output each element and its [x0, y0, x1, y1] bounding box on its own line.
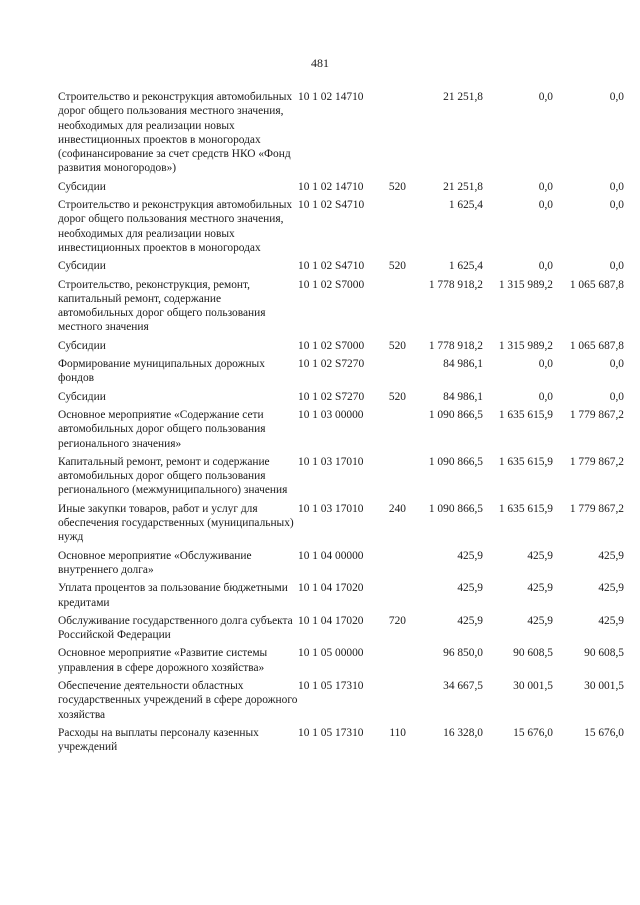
table-row	[58, 646, 624, 679]
table-row	[58, 259, 624, 277]
amount-year-1: 96 850,0	[443, 647, 483, 660]
item-name: Капитальный ремонт, ремонт и содержание автомобильных дорог общего пользования регионального (межмуниципального) значения	[58, 455, 288, 497]
item-name: Субсидии	[58, 180, 106, 193]
amount-year-1: 425,9	[457, 614, 483, 627]
budget-table	[58, 90, 624, 758]
expense-type-code	[385, 581, 406, 614]
expense-type-code	[385, 198, 406, 259]
table-row	[58, 455, 624, 502]
target-article-code: 10 1 03 17010	[298, 502, 364, 515]
amount-year-2: 1 635 615,9	[498, 408, 553, 421]
item-name: Субсидии	[58, 260, 106, 273]
page-number: 481	[311, 56, 329, 70]
amount-year-2: 0,0	[538, 260, 553, 273]
table-row	[58, 408, 624, 455]
target-article-code: 10 1 02 S7000	[298, 339, 365, 352]
budget-table-body	[58, 90, 624, 758]
expense-type-code	[385, 90, 406, 180]
amount-year-3: 1 779 867,2	[569, 502, 624, 515]
amount-year-3: 0,0	[609, 199, 624, 212]
expense-type-code	[385, 549, 406, 582]
amount-year-3: 30 001,5	[584, 679, 624, 692]
target-article-code: 10 1 05 17310	[298, 726, 364, 739]
amount-year-2: 0,0	[538, 91, 553, 103]
target-article-code: 10 1 04 00000	[298, 549, 364, 562]
amount-year-1: 34 667,5	[443, 679, 483, 692]
amount-year-1: 1 778 918,2	[428, 339, 483, 352]
amount-year-2: 1 315 989,2	[498, 278, 553, 291]
target-article-code: 10 1 04 17020	[298, 582, 364, 595]
expense-type-code: 720	[388, 614, 406, 627]
table-row	[58, 679, 624, 726]
amount-year-1: 84 986,1	[443, 390, 483, 403]
item-name: Основное мероприятие «Содержание сети автомобильных дорог общего пользования регионального значения»	[58, 408, 266, 450]
amount-year-2: 1 635 615,9	[498, 502, 553, 515]
expense-type-code	[385, 357, 406, 390]
item-name: Формирование муниципальных дорожных фондов	[58, 358, 265, 385]
target-article-code: 10 1 03 17010	[298, 455, 364, 468]
expense-type-code	[385, 455, 406, 502]
table-row	[58, 581, 624, 614]
amount-year-2: 0,0	[538, 180, 553, 193]
expense-type-code: 110	[389, 726, 406, 739]
target-article-code: 10 1 04 17020	[298, 614, 364, 627]
table-row	[58, 198, 624, 259]
amount-year-2: 1 635 615,9	[498, 455, 553, 468]
amount-year-3: 90 608,5	[584, 647, 624, 660]
amount-year-3: 0,0	[609, 91, 624, 103]
amount-year-1: 425,9	[457, 549, 483, 562]
amount-year-3: 425,9	[598, 614, 624, 627]
amount-year-3: 1 065 687,8	[569, 339, 624, 352]
target-article-code: 10 1 03 00000	[298, 408, 364, 421]
item-name: Строительство и реконструкция автомобильных дорог общего пользования местного значения, необходимых для реализации новых инвестиционных проектов в моногородах	[58, 199, 293, 254]
item-name: Иные закупки товаров, работ и услуг для обеспечения государственных (муниципальных) нужд	[58, 502, 294, 544]
amount-year-1: 16 328,0	[443, 726, 483, 739]
table-row	[58, 549, 624, 582]
amount-year-1: 1 625,4	[448, 199, 483, 212]
target-article-code: 10 1 02 S7270	[298, 358, 365, 371]
amount-year-3: 1 779 867,2	[569, 455, 624, 468]
table-row	[58, 357, 624, 390]
amount-year-2: 1 315 989,2	[498, 339, 553, 352]
target-article-code: 10 1 05 17310	[298, 679, 364, 692]
item-name: Основное мероприятие «Развитие системы управления в сфере дорожного хозяйства»	[58, 647, 268, 674]
expense-type-code: 520	[388, 180, 406, 193]
amount-year-2: 90 608,5	[513, 647, 553, 660]
table-row	[58, 726, 624, 759]
item-name: Основное мероприятие «Обслуживание внутреннего долга»	[58, 549, 252, 576]
expense-type-code	[385, 646, 406, 679]
amount-year-3: 15 676,0	[584, 726, 624, 739]
table-row	[58, 339, 624, 357]
table-row	[58, 180, 624, 198]
expense-type-code	[385, 278, 406, 339]
amount-year-2: 30 001,5	[513, 679, 553, 692]
amount-year-3: 0,0	[609, 180, 624, 193]
table-row	[58, 502, 624, 549]
amount-year-2: 15 676,0	[513, 726, 553, 739]
item-name: Обслуживание государственного долга субъекта Российской Федерации	[58, 614, 293, 642]
amount-year-1: 1 090 866,5	[428, 455, 483, 468]
amount-year-2: 425,9	[527, 614, 553, 627]
amount-year-1: 1 778 918,2	[428, 278, 483, 291]
table-row	[58, 390, 624, 408]
table-row	[58, 90, 624, 180]
amount-year-3: 0,0	[609, 390, 624, 403]
item-name: Субсидии	[58, 339, 106, 352]
item-name: Обеспечение деятельности областных государственных учреждений в сфере дорожного хозяйства	[58, 679, 298, 721]
amount-year-1: 84 986,1	[443, 358, 483, 371]
target-article-code: 10 1 05 00000	[298, 647, 364, 660]
amount-year-2: 0,0	[538, 358, 553, 371]
target-article-code: 10 1 02 14710	[298, 180, 364, 193]
expense-type-code: 520	[388, 390, 406, 403]
amount-year-2: 425,9	[527, 582, 553, 595]
amount-year-1: 21 251,8	[443, 91, 483, 103]
amount-year-3: 425,9	[598, 549, 624, 562]
target-article-code: 10 1 02 S4710	[298, 199, 365, 212]
expense-type-code	[385, 679, 406, 726]
item-name: Уплата процентов за пользование бюджетными кредитами	[58, 582, 288, 609]
target-article-code: 10 1 02 14710	[298, 91, 364, 103]
item-name: Субсидии	[58, 390, 106, 403]
amount-year-2: 0,0	[538, 390, 553, 403]
amount-year-2: 0,0	[538, 199, 553, 212]
amount-year-1: 1 090 866,5	[428, 502, 483, 515]
expense-type-code	[385, 408, 406, 455]
item-name: Строительство, реконструкция, ремонт, капитальный ремонт, содержание автомобильных дорог общего пользования местного значения	[58, 278, 266, 334]
table-row	[58, 614, 624, 647]
table-row	[58, 278, 624, 339]
amount-year-1: 425,9	[457, 582, 483, 595]
expense-type-code: 520	[388, 260, 406, 273]
amount-year-1: 21 251,8	[443, 180, 483, 193]
target-article-code: 10 1 02 S4710	[298, 260, 365, 273]
expense-type-code: 240	[388, 502, 406, 515]
amount-year-2: 425,9	[527, 549, 553, 562]
amount-year-1: 1 090 866,5	[428, 408, 483, 421]
target-article-code: 10 1 02 S7270	[298, 390, 365, 403]
amount-year-3: 425,9	[598, 582, 624, 595]
amount-year-3: 1 779 867,2	[569, 408, 624, 421]
expense-type-code: 520	[388, 339, 406, 352]
amount-year-3: 0,0	[609, 260, 624, 273]
amount-year-1: 1 625,4	[448, 260, 483, 273]
amount-year-3: 0,0	[609, 358, 624, 371]
amount-year-3: 1 065 687,8	[569, 278, 624, 291]
item-name: Строительство и реконструкция автомобильных дорог общего пользования местного значения, необходимых для реализации новых инвестиционных проектов в моногородах (софинансирование за счет средств НКО «Фонд развития моногородов»)	[58, 91, 293, 175]
target-article-code: 10 1 02 S7000	[298, 278, 365, 291]
item-name: Расходы на выплаты персоналу казенных учреждений	[58, 726, 259, 754]
